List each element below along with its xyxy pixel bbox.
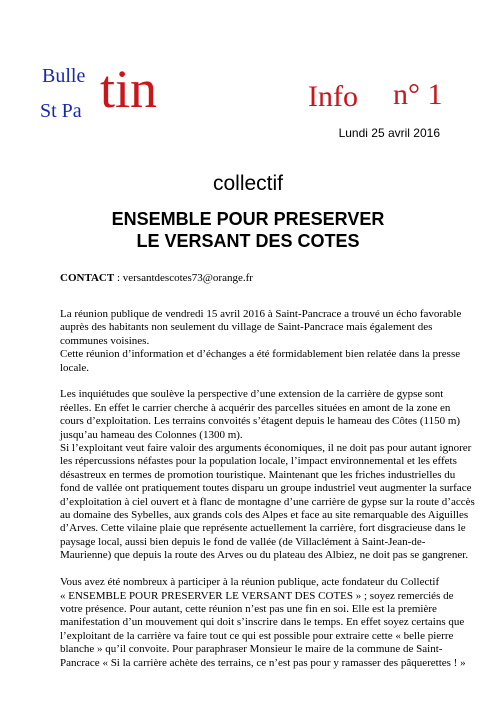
paragraph-line: communes voisines. (60, 334, 150, 347)
paragraph-1 (60, 308, 462, 375)
paragraph-line: cours d’exploitation. Les terrains convoités s’étagent depuis le hameau des Côtes (1150 m) (60, 415, 461, 428)
paragraph-line: fond de vallée ont pratiquement toutes disparu un groupe industriel veut augmenter la surface (60, 482, 472, 495)
paragraph-line: Maurienne) que depuis la route des Arves ou du plateau des Albiez, ne doit pas se gangrener. (60, 549, 469, 562)
title-line-1: ENSEMBLE POUR PRESERVER (111, 209, 385, 229)
paragraph-line: blanche » qu’il convoite. Pour paraphraser Monsieur le maire de la commune de Saint- (60, 643, 443, 656)
paragraph-line: Les inquiétudes que soulève la perspective d’une extension de la carrière de gypse sont (60, 388, 444, 401)
paragraph-line: l’exploitant de la carrière va faire tout ce qui est possible pour extraire cette « belle pierre (60, 629, 454, 642)
paragraph-line: Si l’exploitant veut faire valoir des arguments économiques, il ne doit pas pour autant ignorer (60, 442, 472, 455)
page-title (0, 208, 496, 252)
title-line-2: LE VERSANT DES COTES (136, 231, 360, 251)
article-body (60, 308, 475, 683)
collectif-kicker: collectif (212, 172, 284, 195)
paragraph-line: paysage local, aussi bien depuis le fond de vallée (de Villaclément à Saint-Jean-de- (60, 535, 426, 548)
paragraph-line: Vous avez été nombreux à participer à la réunion publique, acte fondateur du Collectif (60, 576, 440, 589)
paragraph-line: d’Arves. Cette vilaine plaie que représente actuellement la carrière, fort disgracieuse dans le (60, 522, 466, 535)
paragraph-line: désastreux en termes de promotion touristique. Maintenant que les friches industrielles du (60, 468, 456, 481)
paragraph-line: d’exploitation à ciel ouvert et à flanc de montagne d’une carrière de gypse sur la route d’accès (60, 495, 475, 508)
issue-date: Lundi 25 avril 2016 (338, 126, 440, 140)
contact-email[interactable]: versantdescotes73@orange.fr (122, 272, 253, 284)
contact-separator: : (114, 272, 123, 284)
issue-number: n° 1 (393, 78, 443, 111)
paragraph-line: Cette réunion d’information et d’échanges a été formidablement bien relatée dans la presse (60, 348, 461, 361)
contact-line (60, 273, 253, 284)
logo-word-tin: tin (100, 59, 158, 119)
logo-word-st-pa: St Pa (40, 100, 82, 122)
paragraph-2 (60, 388, 475, 562)
paragraph-line: Pancrace « Si la carrière achète des terrains, ce n’est pas pour y ramasser des pâquerettes ! » (60, 656, 466, 669)
paragraph-line: les répercussions néfastes pour la population locale, l’impact environnemental et les effets (60, 455, 457, 468)
paragraph-line: réelles. En effet le carrier cherche à acquérir des parcelles situées en amont de la zone en (60, 401, 451, 414)
paragraph-line: La réunion publique de vendredi 15 avril 2016 à Saint-Pancrace a trouvé un écho favorable (60, 308, 462, 320)
paragraph-line: au domaine des Sybelles, aux grands cols des Alpes et face au site remarquable des Aiguilles (60, 509, 469, 522)
paragraph-line: auprès des habitants non seulement du village de Saint-Pancrace mais également des (60, 321, 433, 334)
paragraph-line: manifestation d’un mouvement qui doit s’inscrire dans le temps. En effet soyez certains que (60, 616, 465, 629)
info-label: Info (308, 80, 358, 113)
paragraph-line: « ENSEMBLE POUR PRESERVER LE VERSANT DES COTES » ; soyez remerciés de (60, 589, 454, 602)
paragraph-line: votre présence. Pour autant, cette réunion n’est pas une fin en soi. Elle est la première (60, 602, 437, 615)
paragraph-line: locale. (60, 361, 90, 374)
logo-word-bulle: Bulle (42, 65, 86, 87)
contact-label: CONTACT (60, 272, 115, 284)
paragraph-3 (60, 576, 466, 670)
paragraph-line: jusqu’au hameau des Colonnes (1300 m). (60, 428, 243, 441)
